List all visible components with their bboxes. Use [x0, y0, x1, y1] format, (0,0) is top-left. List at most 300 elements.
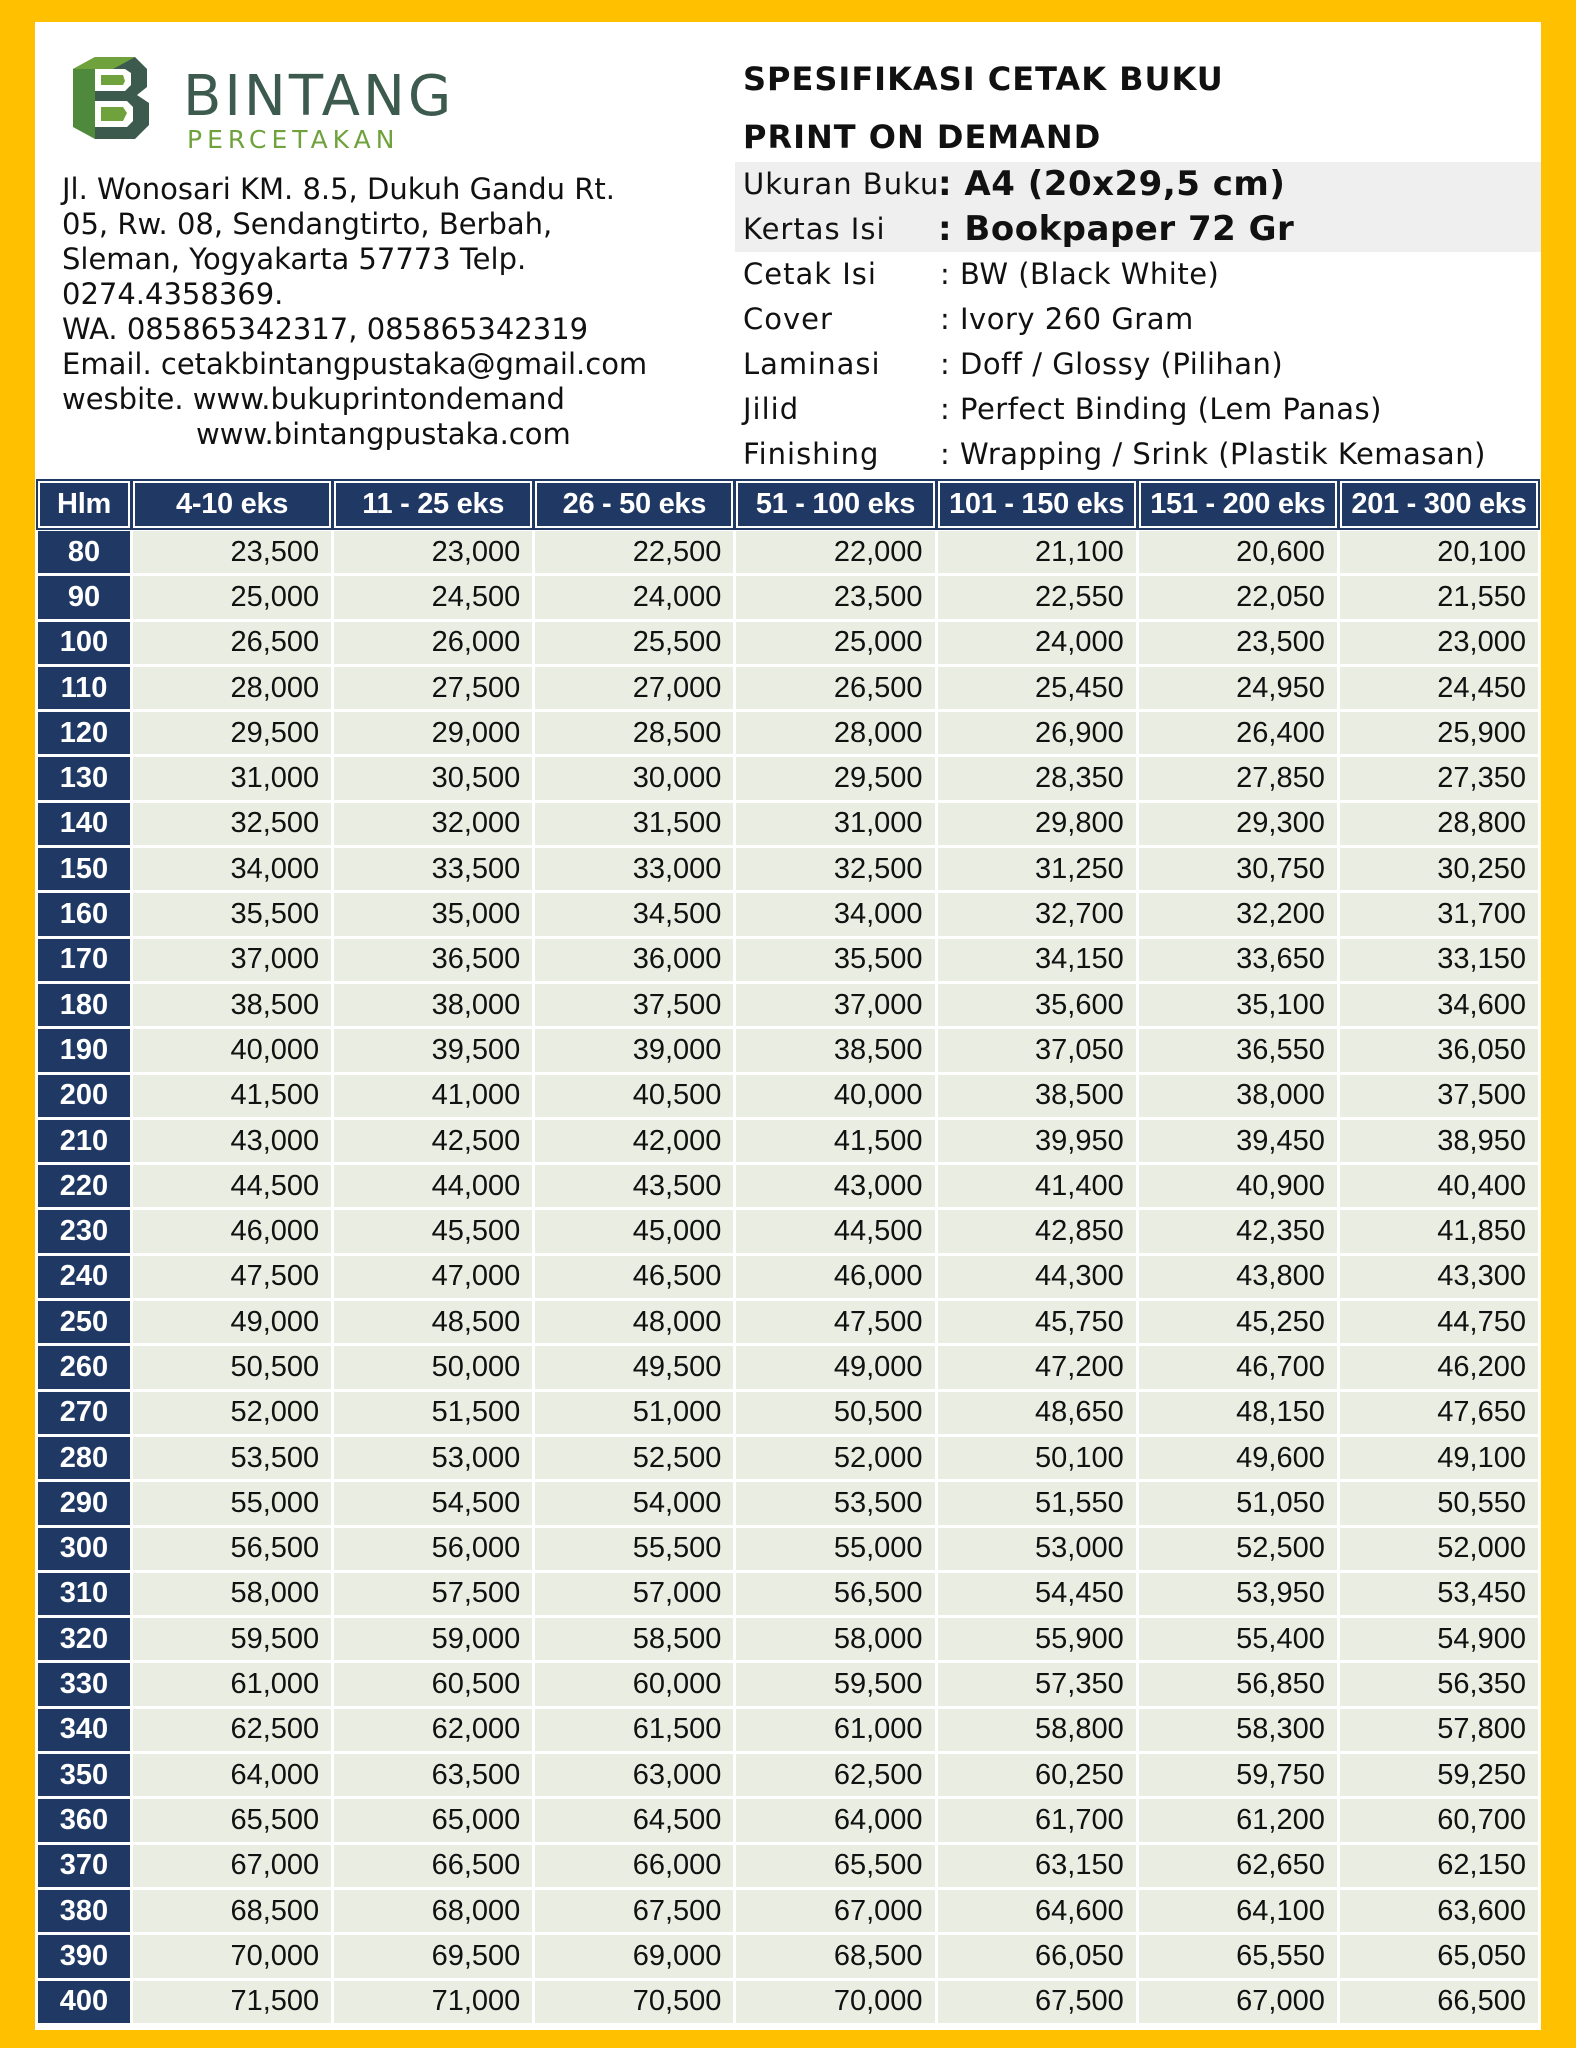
price-cell: 23,000 [334, 531, 532, 573]
price-cell: 38,500 [938, 1075, 1136, 1117]
price-cell: 59,500 [133, 1618, 331, 1660]
price-cell: 27,500 [334, 667, 532, 709]
price-cell: 31,000 [736, 803, 934, 845]
price-cell: 27,350 [1340, 757, 1538, 799]
price-cell: 24,000 [938, 622, 1136, 664]
page-count-cell: 110 [38, 667, 130, 709]
page-count-cell: 160 [38, 893, 130, 935]
table-row [38, 1165, 1538, 1207]
price-cell: 64,000 [133, 1754, 331, 1796]
price-cell: 42,350 [1139, 1210, 1337, 1252]
page-count-cell: 290 [38, 1482, 130, 1524]
price-cell: 52,000 [133, 1392, 331, 1434]
price-cell: 40,000 [133, 1029, 331, 1071]
price-cell: 25,000 [736, 622, 934, 664]
price-cell: 35,500 [736, 939, 934, 981]
price-cell: 55,400 [1139, 1618, 1337, 1660]
price-cell: 68,500 [736, 1935, 934, 1977]
price-cell: 39,500 [334, 1029, 532, 1071]
price-cell: 64,000 [736, 1799, 934, 1841]
table-row [38, 1392, 1538, 1434]
address-line: Sleman, Yogyakarta 57773 Telp. [62, 242, 527, 276]
price-cell: 71,000 [334, 1981, 532, 2023]
spec-value: : A4 (20x29,5 cm) [938, 164, 1286, 204]
price-cell: 65,500 [736, 1845, 934, 1887]
price-cell: 66,050 [938, 1935, 1136, 1977]
spec-label: Finishing [743, 437, 880, 471]
page-count-cell: 360 [38, 1799, 130, 1841]
price-cell: 23,500 [736, 576, 934, 618]
price-cell: 58,800 [938, 1709, 1136, 1751]
table-row [38, 1437, 1538, 1479]
price-cell: 38,500 [736, 1029, 934, 1071]
price-cell: 61,000 [133, 1663, 331, 1705]
price-cell: 24,500 [334, 576, 532, 618]
price-cell: 53,500 [736, 1482, 934, 1524]
address-line: 05, Rw. 08, Sendangtirto, Berbah, [62, 207, 553, 241]
page-count-cell: 240 [38, 1256, 130, 1298]
table-row [38, 1256, 1538, 1298]
price-cell: 46,700 [1139, 1346, 1337, 1388]
price-cell: 46,500 [535, 1256, 733, 1298]
price-cell: 64,600 [938, 1890, 1136, 1932]
price-cell: 30,000 [535, 757, 733, 799]
table-row [38, 576, 1538, 618]
price-cell: 27,000 [535, 667, 733, 709]
price-cell: 22,550 [938, 576, 1136, 618]
price-cell: 32,500 [133, 803, 331, 845]
price-cell: 65,050 [1340, 1935, 1538, 1977]
price-cell: 64,100 [1139, 1890, 1337, 1932]
page-count-cell: 270 [38, 1392, 130, 1434]
table-row [38, 1663, 1538, 1705]
price-cell: 67,500 [938, 1981, 1136, 2023]
spec-value: : Perfect Binding (Lem Panas) [940, 392, 1382, 426]
price-cell: 43,300 [1340, 1256, 1538, 1298]
price-cell: 37,000 [133, 939, 331, 981]
price-cell: 51,550 [938, 1482, 1136, 1524]
price-cell: 69,500 [334, 1935, 532, 1977]
price-cell: 38,000 [334, 984, 532, 1026]
price-cell: 50,550 [1340, 1482, 1538, 1524]
price-cell: 41,000 [334, 1075, 532, 1117]
price-cell: 30,500 [334, 757, 532, 799]
table-row [38, 1935, 1538, 1977]
price-cell: 28,800 [1340, 803, 1538, 845]
price-cell: 39,950 [938, 1120, 1136, 1162]
price-cell: 44,000 [334, 1165, 532, 1207]
price-cell: 43,800 [1139, 1256, 1337, 1298]
price-cell: 63,600 [1340, 1890, 1538, 1932]
table-row [38, 1573, 1538, 1615]
brand-logo [65, 47, 485, 157]
spec-value: : Bookpaper 72 Gr [938, 209, 1295, 249]
price-cell: 44,500 [736, 1210, 934, 1252]
table-row [38, 531, 1538, 573]
spec-row-cover [735, 297, 1541, 342]
price-cell: 39,450 [1139, 1120, 1337, 1162]
price-cell: 31,700 [1340, 893, 1538, 935]
price-cell: 44,750 [1340, 1301, 1538, 1343]
price-cell: 55,000 [736, 1528, 934, 1570]
table-row [38, 1981, 1538, 2023]
price-cell: 51,000 [535, 1392, 733, 1434]
price-cell: 31,000 [133, 757, 331, 799]
price-cell: 45,750 [938, 1301, 1136, 1343]
price-cell: 30,750 [1139, 848, 1337, 890]
price-cell: 29,300 [1139, 803, 1337, 845]
price-cell: 32,200 [1139, 893, 1337, 935]
table-row [38, 848, 1538, 890]
price-cell: 34,000 [736, 893, 934, 935]
price-cell: 22,000 [736, 531, 934, 573]
column-header-qty: 4-10 eks [133, 481, 331, 528]
price-cell: 47,500 [133, 1256, 331, 1298]
price-cell: 29,500 [133, 712, 331, 754]
page-count-cell: 190 [38, 1029, 130, 1071]
price-cell: 60,000 [535, 1663, 733, 1705]
price-cell: 54,000 [535, 1482, 733, 1524]
spec-list [735, 162, 1541, 477]
price-cell: 33,500 [334, 848, 532, 890]
page-count-cell: 100 [38, 622, 130, 664]
price-table-header-row [38, 481, 1538, 528]
table-row [38, 1890, 1538, 1932]
page-count-cell: 400 [38, 1981, 130, 2023]
brand-tagline: PERCETAKAN [187, 125, 400, 154]
spec-row-laminasi [735, 342, 1541, 387]
page-count-cell: 220 [38, 1165, 130, 1207]
table-row [38, 1120, 1538, 1162]
price-cell: 52,000 [1340, 1528, 1538, 1570]
price-cell: 26,500 [133, 622, 331, 664]
price-cell: 27,850 [1139, 757, 1337, 799]
price-cell: 70,000 [133, 1935, 331, 1977]
table-row [38, 1075, 1538, 1117]
column-header-qty: 151 - 200 eks [1139, 481, 1337, 528]
price-cell: 65,500 [133, 1799, 331, 1841]
price-cell: 56,500 [736, 1573, 934, 1615]
table-row [38, 757, 1538, 799]
price-cell: 49,000 [736, 1346, 934, 1388]
price-cell: 66,500 [1340, 1981, 1538, 2023]
table-row [38, 803, 1538, 845]
price-cell: 41,500 [133, 1075, 331, 1117]
address-line: Jl. Wonosari KM. 8.5, Dukuh Gandu Rt. [62, 172, 615, 206]
spec-title-line-2: PRINT ON DEMAND [743, 118, 1102, 156]
table-row [38, 1301, 1538, 1343]
price-cell: 37,050 [938, 1029, 1136, 1071]
page-count-cell: 380 [38, 1890, 130, 1932]
price-cell: 38,500 [133, 984, 331, 1026]
price-cell: 50,100 [938, 1437, 1136, 1479]
price-cell: 24,450 [1340, 667, 1538, 709]
price-cell: 57,000 [535, 1573, 733, 1615]
price-cell: 52,000 [736, 1437, 934, 1479]
price-list-page [35, 22, 1541, 2030]
address-website: wesbite. www.bukuprintondemand [62, 382, 565, 416]
price-cell: 54,500 [334, 1482, 532, 1524]
price-cell: 49,100 [1340, 1437, 1538, 1479]
price-cell: 28,350 [938, 757, 1136, 799]
spec-label: Jilid [743, 392, 800, 426]
page-count-cell: 180 [38, 984, 130, 1026]
price-cell: 35,100 [1139, 984, 1337, 1026]
price-cell: 61,700 [938, 1799, 1136, 1841]
price-cell: 59,000 [334, 1618, 532, 1660]
table-row [38, 1709, 1538, 1751]
price-cell: 60,500 [334, 1663, 532, 1705]
price-table-body [38, 531, 1538, 2023]
page-count-cell: 140 [38, 803, 130, 845]
price-cell: 57,350 [938, 1663, 1136, 1705]
price-cell: 45,000 [535, 1210, 733, 1252]
table-row [38, 712, 1538, 754]
page-count-cell: 310 [38, 1573, 130, 1615]
price-cell: 67,500 [535, 1890, 733, 1932]
table-row [38, 1210, 1538, 1252]
price-cell: 55,000 [133, 1482, 331, 1524]
price-cell: 36,550 [1139, 1029, 1337, 1071]
price-cell: 61,000 [736, 1709, 934, 1751]
price-cell: 55,900 [938, 1618, 1136, 1660]
spec-row-finishing [735, 432, 1541, 477]
address-email: Email. cetakbintangpustaka@gmail.com [62, 347, 648, 381]
price-cell: 42,500 [334, 1120, 532, 1162]
price-cell: 61,500 [535, 1709, 733, 1751]
price-cell: 42,000 [535, 1120, 733, 1162]
price-cell: 58,000 [133, 1573, 331, 1615]
price-cell: 32,500 [736, 848, 934, 890]
spec-title [743, 50, 1224, 166]
table-row [38, 1528, 1538, 1570]
price-cell: 47,200 [938, 1346, 1136, 1388]
price-cell: 56,350 [1340, 1663, 1538, 1705]
price-cell: 31,500 [535, 803, 733, 845]
price-cell: 34,000 [133, 848, 331, 890]
price-cell: 33,650 [1139, 939, 1337, 981]
price-cell: 33,000 [535, 848, 733, 890]
page-count-cell: 200 [38, 1075, 130, 1117]
table-row [38, 1754, 1538, 1796]
price-cell: 53,950 [1139, 1573, 1337, 1615]
price-cell: 28,000 [736, 712, 934, 754]
price-cell: 45,500 [334, 1210, 532, 1252]
price-cell: 62,150 [1340, 1845, 1538, 1887]
price-cell: 35,600 [938, 984, 1136, 1026]
price-cell: 37,500 [1340, 1075, 1538, 1117]
page-count-cell: 390 [38, 1935, 130, 1977]
page-count-cell: 250 [38, 1301, 130, 1343]
price-cell: 47,000 [334, 1256, 532, 1298]
address-whatsapp: WA. 085865342317, 085865342319 [62, 312, 589, 346]
spec-row-ukuran [735, 162, 1541, 207]
page-count-cell: 340 [38, 1709, 130, 1751]
price-cell: 53,500 [133, 1437, 331, 1479]
page-count-cell: 80 [38, 531, 130, 573]
spec-row-cetak [735, 252, 1541, 297]
price-cell: 44,300 [938, 1256, 1136, 1298]
spec-label: Kertas Isi [743, 212, 886, 246]
price-cell: 55,500 [535, 1528, 733, 1570]
price-cell: 57,800 [1340, 1709, 1538, 1751]
price-cell: 57,500 [334, 1573, 532, 1615]
address-website-2: www.bintangpustaka.com [196, 417, 571, 451]
price-cell: 68,500 [133, 1890, 331, 1932]
price-cell: 50,500 [133, 1346, 331, 1388]
price-cell: 21,550 [1340, 576, 1538, 618]
price-cell: 62,000 [334, 1709, 532, 1751]
price-cell: 36,050 [1340, 1029, 1538, 1071]
price-cell: 67,000 [133, 1845, 331, 1887]
price-cell: 34,500 [535, 893, 733, 935]
price-cell: 23,500 [133, 531, 331, 573]
price-cell: 47,500 [736, 1301, 934, 1343]
price-cell: 22,500 [535, 531, 733, 573]
price-cell: 54,900 [1340, 1618, 1538, 1660]
price-cell: 59,250 [1340, 1754, 1538, 1796]
table-row [38, 1346, 1538, 1388]
price-cell: 38,000 [1139, 1075, 1337, 1117]
brand-name: BINTANG [183, 64, 455, 129]
column-header-qty: 11 - 25 eks [334, 481, 532, 528]
price-cell: 51,500 [334, 1392, 532, 1434]
price-cell: 34,600 [1340, 984, 1538, 1026]
price-cell: 66,000 [535, 1845, 733, 1887]
column-header-hlm: Hlm [38, 481, 130, 528]
price-cell: 41,400 [938, 1165, 1136, 1207]
price-cell: 43,000 [133, 1120, 331, 1162]
price-cell: 62,500 [736, 1754, 934, 1796]
price-cell: 63,000 [535, 1754, 733, 1796]
price-cell: 56,500 [133, 1528, 331, 1570]
price-cell: 32,000 [334, 803, 532, 845]
price-cell: 28,500 [535, 712, 733, 754]
price-cell: 24,000 [535, 576, 733, 618]
page-count-cell: 90 [38, 576, 130, 618]
price-cell: 26,000 [334, 622, 532, 664]
price-cell: 23,500 [1139, 622, 1337, 664]
table-row [38, 1482, 1538, 1524]
price-cell: 26,400 [1139, 712, 1337, 754]
table-row [38, 939, 1538, 981]
price-cell: 40,900 [1139, 1165, 1337, 1207]
price-cell: 30,250 [1340, 848, 1538, 890]
price-cell: 61,200 [1139, 1799, 1337, 1841]
price-cell: 25,000 [133, 576, 331, 618]
price-cell: 70,000 [736, 1981, 934, 2023]
price-cell: 66,500 [334, 1845, 532, 1887]
price-table-wrapper [35, 478, 1541, 2026]
price-cell: 40,400 [1340, 1165, 1538, 1207]
spec-row-kertas [735, 207, 1541, 252]
spec-value: : Wrapping / Srink (Plastik Kemasan) [940, 437, 1486, 471]
page-count-cell: 210 [38, 1120, 130, 1162]
price-cell: 50,500 [736, 1392, 934, 1434]
price-cell: 43,500 [535, 1165, 733, 1207]
price-cell: 64,500 [535, 1799, 733, 1841]
price-cell: 49,500 [535, 1346, 733, 1388]
price-cell: 58,300 [1139, 1709, 1337, 1751]
price-cell: 60,700 [1340, 1799, 1538, 1841]
price-cell: 41,500 [736, 1120, 934, 1162]
price-cell: 48,150 [1139, 1392, 1337, 1434]
price-cell: 53,000 [938, 1528, 1136, 1570]
price-cell: 70,500 [535, 1981, 733, 2023]
address-phone: 0274.4358369. [62, 277, 284, 311]
page-count-cell: 120 [38, 712, 130, 754]
price-cell: 49,600 [1139, 1437, 1337, 1479]
price-cell: 56,850 [1139, 1663, 1337, 1705]
price-cell: 36,000 [535, 939, 733, 981]
price-cell: 58,500 [535, 1618, 733, 1660]
price-cell: 25,450 [938, 667, 1136, 709]
price-cell: 29,800 [938, 803, 1136, 845]
page-count-cell: 370 [38, 1845, 130, 1887]
price-cell: 59,750 [1139, 1754, 1337, 1796]
price-cell: 63,500 [334, 1754, 532, 1796]
column-header-qty: 51 - 100 eks [736, 481, 934, 528]
price-cell: 46,000 [133, 1210, 331, 1252]
price-cell: 51,050 [1139, 1482, 1337, 1524]
spec-title-line-1: SPESIFIKASI CETAK BUKU [743, 60, 1224, 98]
price-cell: 48,650 [938, 1392, 1136, 1434]
price-cell: 36,500 [334, 939, 532, 981]
price-cell: 68,000 [334, 1890, 532, 1932]
price-cell: 43,000 [736, 1165, 934, 1207]
price-cell: 65,550 [1139, 1935, 1337, 1977]
price-cell: 21,100 [938, 531, 1136, 573]
price-cell: 45,250 [1139, 1301, 1337, 1343]
price-cell: 35,000 [334, 893, 532, 935]
price-cell: 46,200 [1340, 1346, 1538, 1388]
price-cell: 34,150 [938, 939, 1136, 981]
column-header-qty: 201 - 300 eks [1340, 481, 1538, 528]
table-row [38, 984, 1538, 1026]
price-cell: 47,650 [1340, 1392, 1538, 1434]
price-cell: 46,000 [736, 1256, 934, 1298]
price-cell: 63,150 [938, 1845, 1136, 1887]
price-cell: 67,000 [1139, 1981, 1337, 2023]
page-count-cell: 150 [38, 848, 130, 890]
spec-value: : Ivory 260 Gram [940, 302, 1194, 336]
price-cell: 48,500 [334, 1301, 532, 1343]
price-cell: 20,600 [1139, 531, 1337, 573]
spec-label: Laminasi [743, 347, 881, 381]
table-row [38, 1618, 1538, 1660]
price-cell: 65,000 [334, 1799, 532, 1841]
address-block [62, 172, 702, 452]
price-table [35, 478, 1541, 2026]
price-cell: 32,700 [938, 893, 1136, 935]
page-count-cell: 130 [38, 757, 130, 799]
page-count-cell: 170 [38, 939, 130, 981]
column-header-qty: 101 - 150 eks [938, 481, 1136, 528]
price-cell: 33,150 [1340, 939, 1538, 981]
spec-row-jilid [735, 387, 1541, 432]
price-cell: 53,000 [334, 1437, 532, 1479]
price-cell: 40,500 [535, 1075, 733, 1117]
price-cell: 29,000 [334, 712, 532, 754]
price-cell: 48,000 [535, 1301, 733, 1343]
table-row [38, 1799, 1538, 1841]
price-cell: 50,000 [334, 1346, 532, 1388]
price-cell: 37,000 [736, 984, 934, 1026]
price-cell: 54,450 [938, 1573, 1136, 1615]
table-row [38, 667, 1538, 709]
price-cell: 28,000 [133, 667, 331, 709]
price-cell: 35,500 [133, 893, 331, 935]
